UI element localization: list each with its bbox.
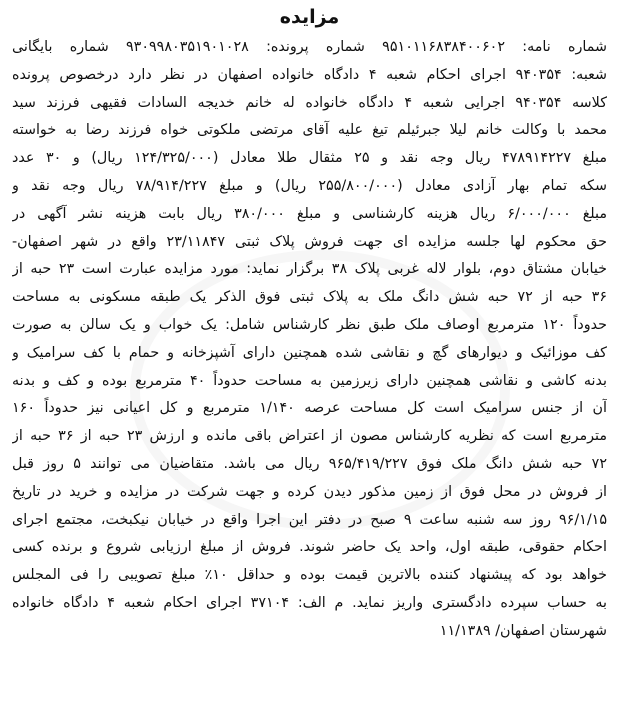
notice-line: به حساب سپرده دادگستری واریز نماید. م الف: ۳۷۱۰۴ اجرای احکام شعبه ۴ دادگاه خانواده [12, 594, 607, 611]
notice-line: کلاسه ۹۴۰۳۵۴ اجرایی شعبه ۴ دادگاه خانواده له خانم خدیجه السادات فقیهی فرزند سید [12, 94, 607, 111]
notice-line: خواهد بود که پیشنهاد کننده بالاترین قیمت بوده و حداقل ۱۰٪ مبلغ تصویبی را فی المجلس [12, 567, 607, 584]
notice-line: حدوداً ۱۲۰ مترمربع اوصاف ملک طبق نظر کارشناس شامل: یک خواب و یک سالن به صورت [12, 316, 607, 333]
notice-line: مترمربع است که نظریه کارشناس مصون از اعتراض باقی مانده و ارزش ۲۳ حبه از ۳۶ حبه از [12, 428, 607, 445]
notice-line: شعبه: ۹۴۰۳۵۴ اجرای احکام شعبه ۴ دادگاه خانواده اصفهان در نظر دارد درخصوص پرونده [12, 66, 607, 83]
notice-line: احکام حقوقی، طبقه اول، واحد یک حاضر شوند. فروش از مبلغ ارزیابی شروع و برنده کسی [12, 539, 607, 556]
notice-line: خیابان مشتاق دوم، بلوار لاله غربی پلاک ۳۸ برگزار نماید: مورد مزایده عبارت است ۲۳ حبه از [12, 261, 607, 278]
notice-line: کف موزائیک و دیوارهای گچ و نقاشی شده همچنین دارای آشپزخانه و حمام با کف سرامیک و [12, 344, 607, 361]
notice-line: آن از جنس سرامیک است کل مساحت عرصه ۱/۱۴۰ مترمربع و کل اعیانی نیز حدوداً ۱۶۰ [12, 400, 607, 417]
notice-line: شهرستان اصفهان/ ۱۱/۱۳۸۹ [439, 622, 607, 639]
notice-line: ۹۶/۱/۱۵ روز سه شنبه ساعت ۹ صبح در دفتر این اجرا واقع در خیابان نیکبخت، مجتمع اجرای [12, 511, 607, 528]
notice-line: مبلغ ۴۷۸۹۱۴۲۲۷ ریال وجه نقد و ۲۵ مثقال طلا معادل (۱۲۴/۳۲۵/۰۰۰ ریال) و ۳۰ عدد [12, 150, 607, 167]
notice-line: از فروش در محل فوق از زمین مذکور دیدن کرده و جهت شرکت در مزایده و خرید در تاریخ [12, 483, 607, 500]
notice-line: شماره نامه: ۹۵۱۰۱۱۶۸۳۸۴۰۰۶۰۲ شماره پرونده: ۹۳۰۹۹۸۰۳۵۱۹۰۱۰۲۸ شماره بایگانی [12, 39, 607, 55]
notice-line: ۳۶ حبه از ۷۲ حبه شش دانگ ملک به پلاک ثبتی فوق الذکر یک طبقه مسکونی به مساحت [12, 289, 607, 306]
notice-line: مبلغ ۶/۰۰۰/۰۰۰ ریال هزینه کارشناسی و مبلغ ۳۸۰/۰۰۰ ریال بابت هزینه نشر آگهی در [12, 205, 607, 222]
notice-body [12, 34, 607, 646]
notice-line: حق محکوم لها جلسه مزایده ای جهت فروش پلاک ثبتی ۲۳/۱۱۸۴۷ واقع در شهر اصفهان- [12, 233, 607, 250]
notice-title: مزایده [279, 6, 340, 28]
notice-line: بدنه کاشی و نقاشی همچنین دارای زیرزمین به مساحت حدوداً ۴۰ مترمربع بوده و کف و بدنه [12, 372, 607, 389]
notice-line: ۷۲ حبه شش دانگ ملک فوق ۹۶۵/۴۱۹/۲۲۷ ریال می باشد. متقاضیان می توانند ۵ روز قبل [12, 455, 607, 472]
notice-line: سکه تمام بهار آزادی معادل (۲۵۵/۸۰۰/۰۰۰ ریال) و مبلغ ۷۸/۹۱۴/۲۲۷ ریال وجه نقد و [12, 177, 607, 194]
notice-line: محمد با وکالت خانم لیلا جبرئیلم تیغ علیه آقای مرتضی ملکوتی خواه فرزند رضا به خواسته [12, 122, 607, 139]
